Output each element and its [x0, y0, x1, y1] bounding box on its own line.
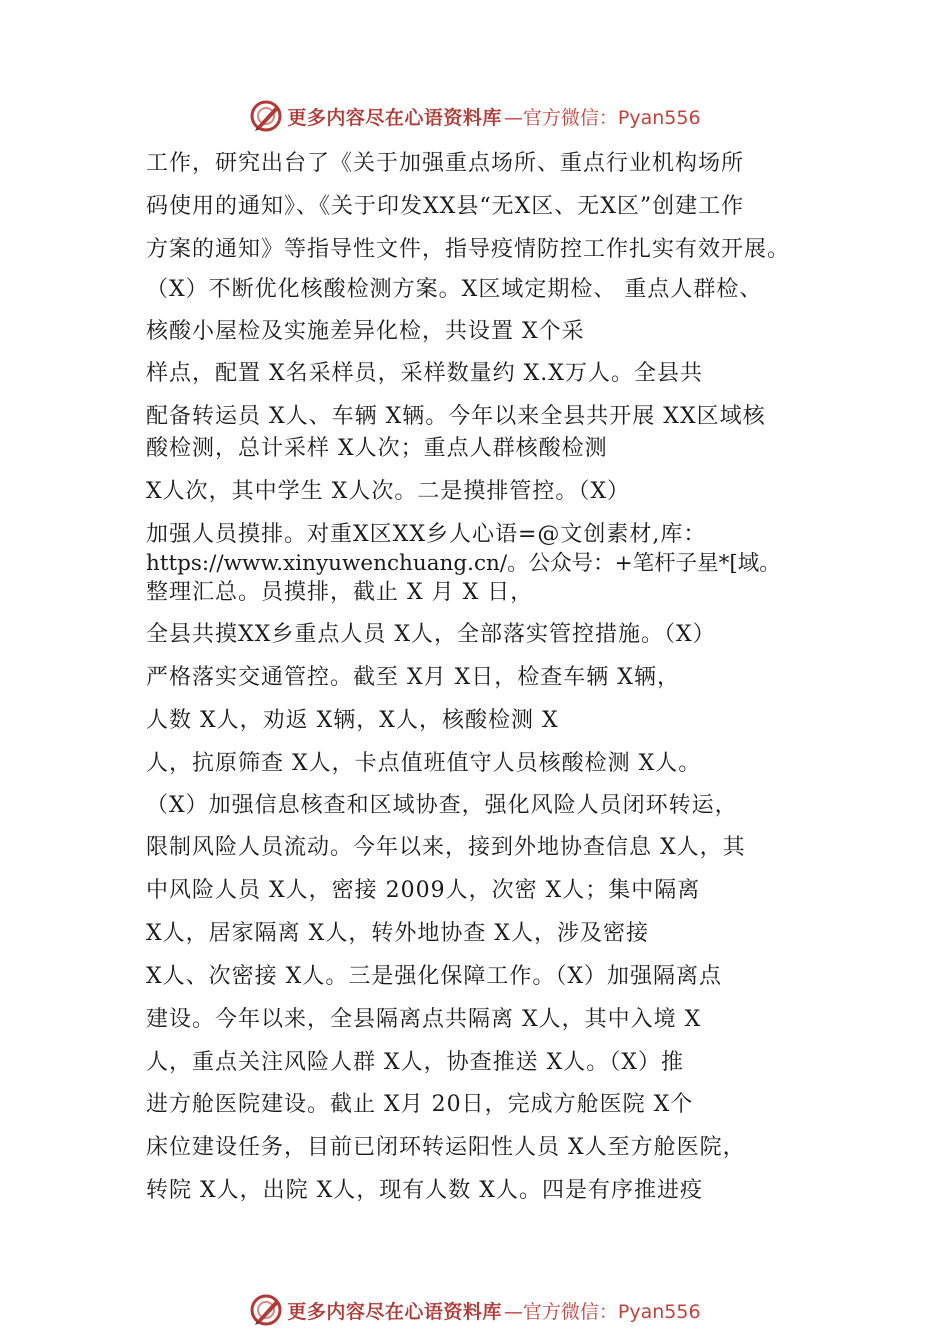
text-line: 转院 X人，出院 X人，现有人数 X人。四是有序推进疫: [146, 1178, 703, 1203]
text-line: 方案的通知》等指导性文件，指导疫情防控工作扎实有效开展。: [146, 237, 791, 262]
text-line: 核酸小屋检及实施差异化检，共设置 X个采: [146, 319, 585, 344]
text-line: 配备转运员 X人、车辆 X辆。今年以来全县共开展 XX区域核: [146, 404, 766, 429]
text-line: X人，居家隔离 X人，转外地协查 X人，涉及密接: [146, 921, 649, 946]
text-line: 人，重点关注风险人群 X人，协查推送 X人。（X）推: [146, 1050, 684, 1075]
pen-logo-icon: [249, 99, 283, 133]
footer-banner: [0, 1290, 950, 1330]
text-line: 人，抗原筛查 X人，卡点值班值守人员核酸检测 X人。: [146, 751, 702, 776]
footer-title: 更多内容尽在心语资料库: [287, 1300, 502, 1323]
text-line: 进方舱医院建设。截止 X月 20日，完成方舱医院 X个: [146, 1092, 694, 1117]
text-line: 整理汇总。员摸排，截止 X 月 X 日，: [146, 580, 534, 605]
text-line: 全县共摸XX乡重点人员 X人，全部落实管控措施。（X）: [146, 622, 716, 647]
text-line: 码使用的通知》、《关于印发XX县“无X区、无X区”创建工作: [146, 194, 745, 219]
text-line: （X）不断优化核酸检测方案。X区域定期检、 重点人群检、: [146, 277, 763, 302]
text-line: （X）加强信息核查和区域协查，强化风险人员闭环转运，: [146, 793, 738, 818]
text-line: 严格落实交通管控。截至 X月 X日，检查车辆 X辆，: [146, 665, 680, 690]
text-line: 酸检测，总计采样 X人次；重点人群核酸检测: [146, 436, 608, 461]
header-wechat: —官方微信：Pyan556: [503, 106, 701, 129]
text-line: X人次，其中学生 X人次。二是摸排管控。（X）: [146, 479, 630, 504]
header-title: 更多内容尽在心语资料库: [287, 106, 502, 129]
text-line: 样点，配置 X名采样员，采样数量约 X.X万人。全县共: [146, 361, 703, 386]
text-line: https://www.xinyuwenchuang.cn/。公众号：+笔杆子星*[域。: [146, 551, 781, 576]
footer-wechat: —官方微信：Pyan556: [503, 1300, 701, 1323]
text-line: 工作，研究出台了《关于加强重点场所、重点行业机构场所: [146, 151, 745, 176]
text-line: 建设。今年以来，全县隔离点共隔离 X人，其中入境 X: [146, 1007, 702, 1032]
text-line: 床位建设任务，目前已闭环转运阳性人员 X人至方舱医院，: [146, 1135, 746, 1160]
header-banner: [0, 96, 950, 136]
text-line: 中风险人员 X人，密接 2009人，次密 X人；集中隔离: [146, 878, 701, 903]
pen-logo-icon: [249, 1293, 283, 1327]
text-line: X人、次密接 X人。三是强化保障工作。（X）加强隔离点: [146, 964, 722, 989]
text-line: 人数 X人，劝返 X辆，X人，核酸检测 X: [146, 708, 559, 733]
text-line: 加强人员摸排。对重X区XX乡人心语=@文创素材,库：: [146, 522, 707, 547]
text-line: 限制风险人员流动。今年以来，接到外地协查信息 X人，其: [146, 835, 746, 860]
